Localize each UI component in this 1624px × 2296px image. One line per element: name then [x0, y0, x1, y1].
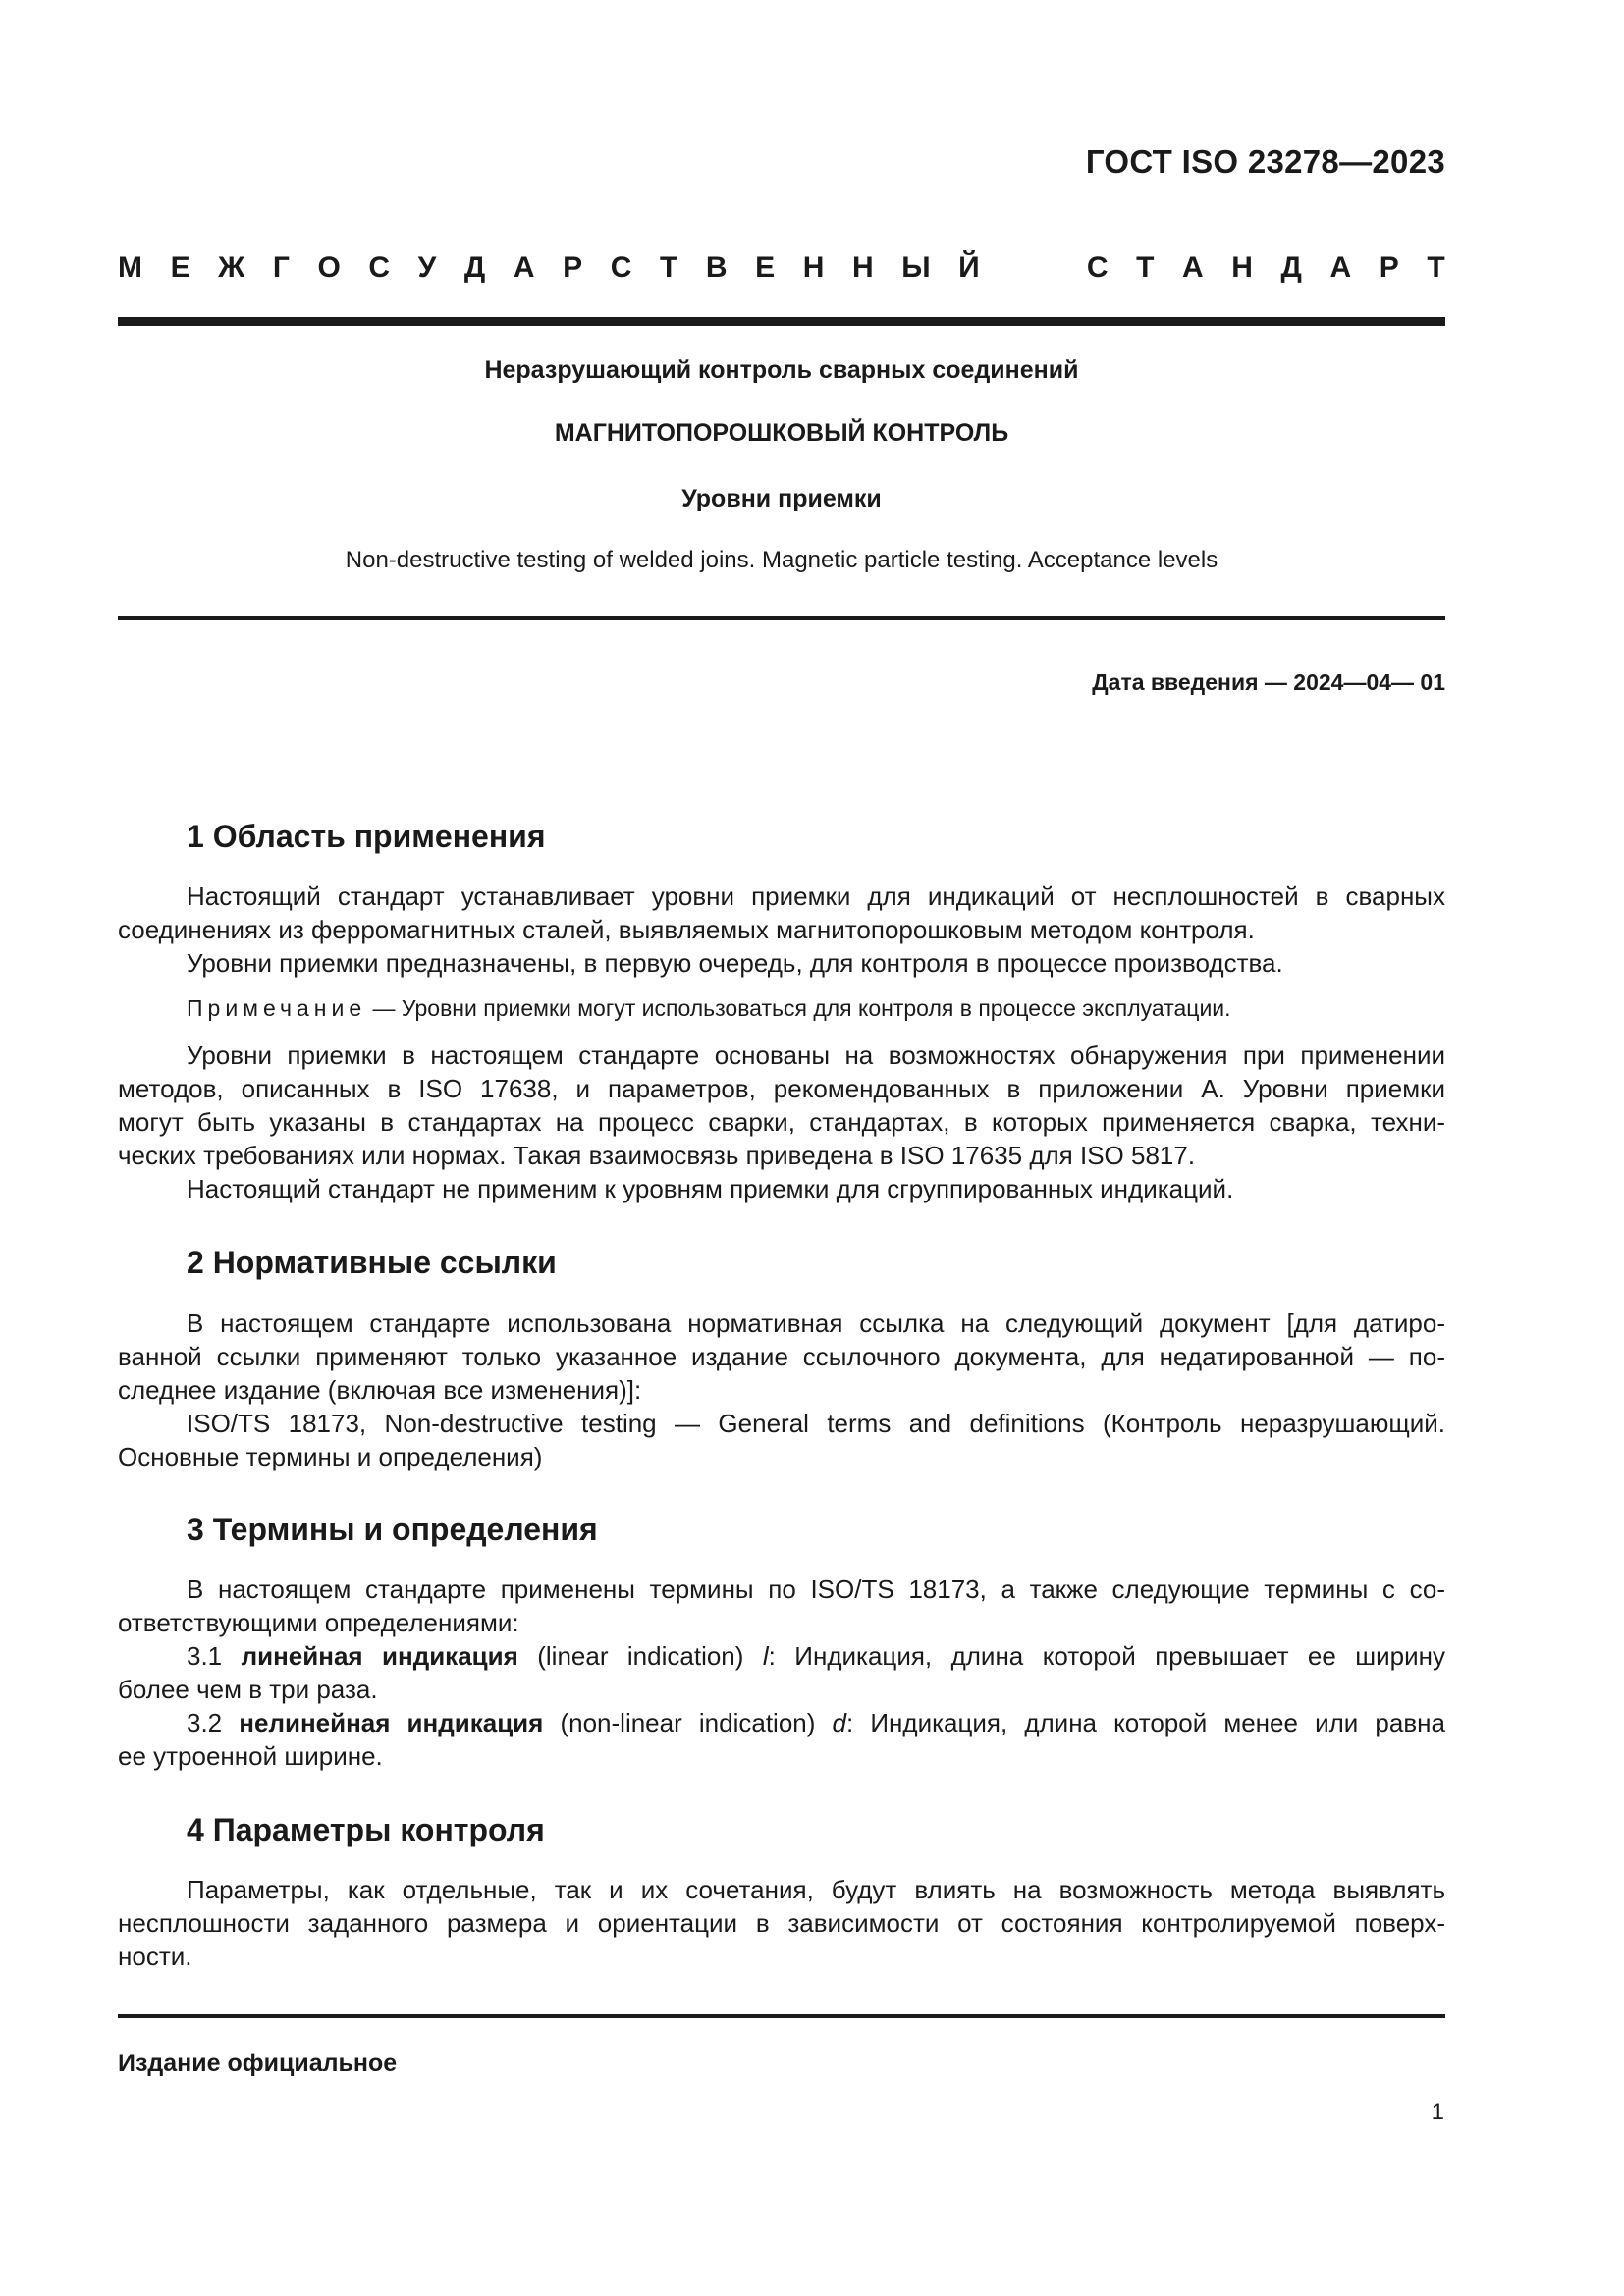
section-4-heading: 4 Параметры контроля [187, 1812, 545, 1847]
term-english: (non-linear indication) [560, 1708, 816, 1737]
text-line: Уровни приемки предназначены, в первую очередь, для контроля в процессе производства. [187, 948, 1283, 978]
banner-letter: Т [1427, 251, 1445, 284]
text-line: более чем в три раза. [118, 1675, 378, 1704]
text-line: ванной ссылки применяют только указанное издание ссылочного документа, для недатированной — по- [118, 1342, 1445, 1371]
text-line: ее утроенной ширине. [118, 1741, 383, 1771]
banner-letter: Н [802, 251, 825, 284]
banner-letter: А [1182, 251, 1204, 284]
text-line: несплошности заданного размера и ориентации в зависимости от состояния контролируемой поверх- [118, 1908, 1445, 1938]
banner-letter: С [610, 251, 632, 284]
text-line: Настоящий стандарт не применим к уровням приемки для сгруппированных индикаций. [187, 1174, 1234, 1203]
banner-letter: В [705, 251, 728, 284]
text-line: соединениях из ферромагнитных сталей, выявляемых магнитопорошковым методом контроля. [118, 915, 1255, 944]
banner-letter: О [317, 251, 341, 284]
document-title-line1: Неразрушающий контроль сварных соединений [484, 356, 1079, 384]
term-name: нелинейная индикация [239, 1708, 544, 1737]
text-line: В настоящем стандарте использована нормативная ссылка на следующий документ [для датиро- [187, 1308, 1445, 1338]
banner-letter: Й [958, 251, 980, 284]
banner-letter: А [513, 251, 535, 284]
term-definition: : Индикация, длина которой превышает ее ширину [768, 1641, 1446, 1671]
text-line: ческих требованиях или нормах. Такая взаимосвязь приведена в ISO 17635 для ISO 5817. [118, 1141, 1196, 1170]
banner-letter: У [417, 251, 437, 284]
banner-letter: Е [755, 251, 776, 284]
term-definition: : Индикация, длина которой менее или равна [846, 1708, 1445, 1737]
document-title-line2: МАГНИТОПОРОШКОВЫЙ КОНТРОЛЬ [554, 419, 1009, 447]
banner-letter: Р [1379, 251, 1399, 284]
text-line: могут быть указаны в стандартах на процесс сварки, стандартах, в которых применяется сварка, техни- [118, 1107, 1445, 1137]
banner-letter: С [1086, 251, 1109, 284]
banner-letter: А [1329, 251, 1352, 284]
standard-code: ГОСТ ISO 23278—2023 [1085, 143, 1445, 180]
banner-letter: М [118, 251, 142, 284]
section-1-note [187, 995, 1231, 1022]
banner-letter: Ж [218, 251, 245, 284]
title-separator-rule [118, 616, 1445, 620]
section-1-heading: 1 Область применения [187, 819, 546, 854]
term-english: (linear indication) [537, 1641, 744, 1671]
banner-letter: Д [1280, 251, 1302, 284]
term-number: 3.2 [187, 1708, 223, 1737]
banner-letter: Р [563, 251, 583, 284]
banner-letter: Е [170, 251, 190, 284]
term-symbol: d [832, 1708, 846, 1737]
banner-letter: Ы [901, 251, 931, 284]
text-line: ISO/TS 18173, Non-destructive testing — General terms and definitions (Контроль неразрушающий. [187, 1409, 1445, 1438]
footer-rule [118, 2014, 1445, 2018]
banner-letter: С [368, 251, 391, 284]
interstate-standard-banner [118, 251, 1445, 285]
section-1-paragraph-1 [118, 880, 1445, 980]
english-title: Non-destructive testing of welded joins. Magnetic particle testing. Acceptance levels [345, 547, 1218, 573]
banner-word-gap [1007, 251, 1058, 285]
text-line: Уровни приемки в настоящем стандарте основаны на возможностях обнаружения при применении [187, 1041, 1445, 1070]
term-3-2-line [118, 1706, 1445, 1739]
note-text: — Уровни приемки могут использоваться для контроля в процессе эксплуатации. [366, 995, 1231, 1021]
text-line: ответствующими определениями: [118, 1608, 519, 1637]
section-3-paragraph [118, 1573, 1445, 1773]
section-2-heading: 2 Нормативные ссылки [187, 1245, 557, 1280]
introduction-date: Дата введения — 2024—04— 01 [1092, 669, 1445, 695]
note-label: Примечание [187, 995, 367, 1021]
section-2-paragraph [118, 1307, 1445, 1473]
text-line: ности. [118, 1942, 192, 1971]
text-line: Основные термины и определения) [118, 1442, 543, 1471]
banner-letter: Н [851, 251, 874, 284]
text-line: В настоящем стандарте применены термины по ISO/TS 18173, а также следующие термины с со- [187, 1575, 1445, 1604]
header-thick-rule [118, 317, 1445, 326]
official-edition-label: Издание официальное [118, 2050, 398, 2077]
term-symbol: l [762, 1641, 769, 1671]
text-line: Параметры, как отдельные, так и их сочетания, будут влиять на возможность метода выявлять [187, 1875, 1445, 1904]
banner-letter: Т [1136, 251, 1155, 284]
section-4-paragraph [118, 1873, 1445, 1973]
term-name: линейная индикация [241, 1641, 518, 1671]
text-line: Настоящий стандарт устанавливает уровни приемки для индикаций от несплошностей в сварных [187, 881, 1445, 911]
banner-letter: Т [659, 251, 678, 284]
section-1-paragraph-3 [118, 1039, 1445, 1205]
term-3-1-line [118, 1639, 1445, 1673]
term-number: 3.1 [187, 1641, 223, 1671]
text-line: следнее издание (включая все изменения)]: [118, 1375, 642, 1405]
banner-letter: Г [272, 251, 290, 284]
banner-letter: Н [1231, 251, 1253, 284]
document-title-line3: Уровни приемки [681, 485, 882, 512]
banner-letter: Д [463, 251, 486, 284]
text-line: методов, описанных в ISO 17638, и параметров, рекомендованных в приложении А. Уровни приемки [118, 1074, 1445, 1103]
page-number: 1 [1431, 2099, 1444, 2125]
section-3-heading: 3 Термины и определения [187, 1512, 598, 1547]
